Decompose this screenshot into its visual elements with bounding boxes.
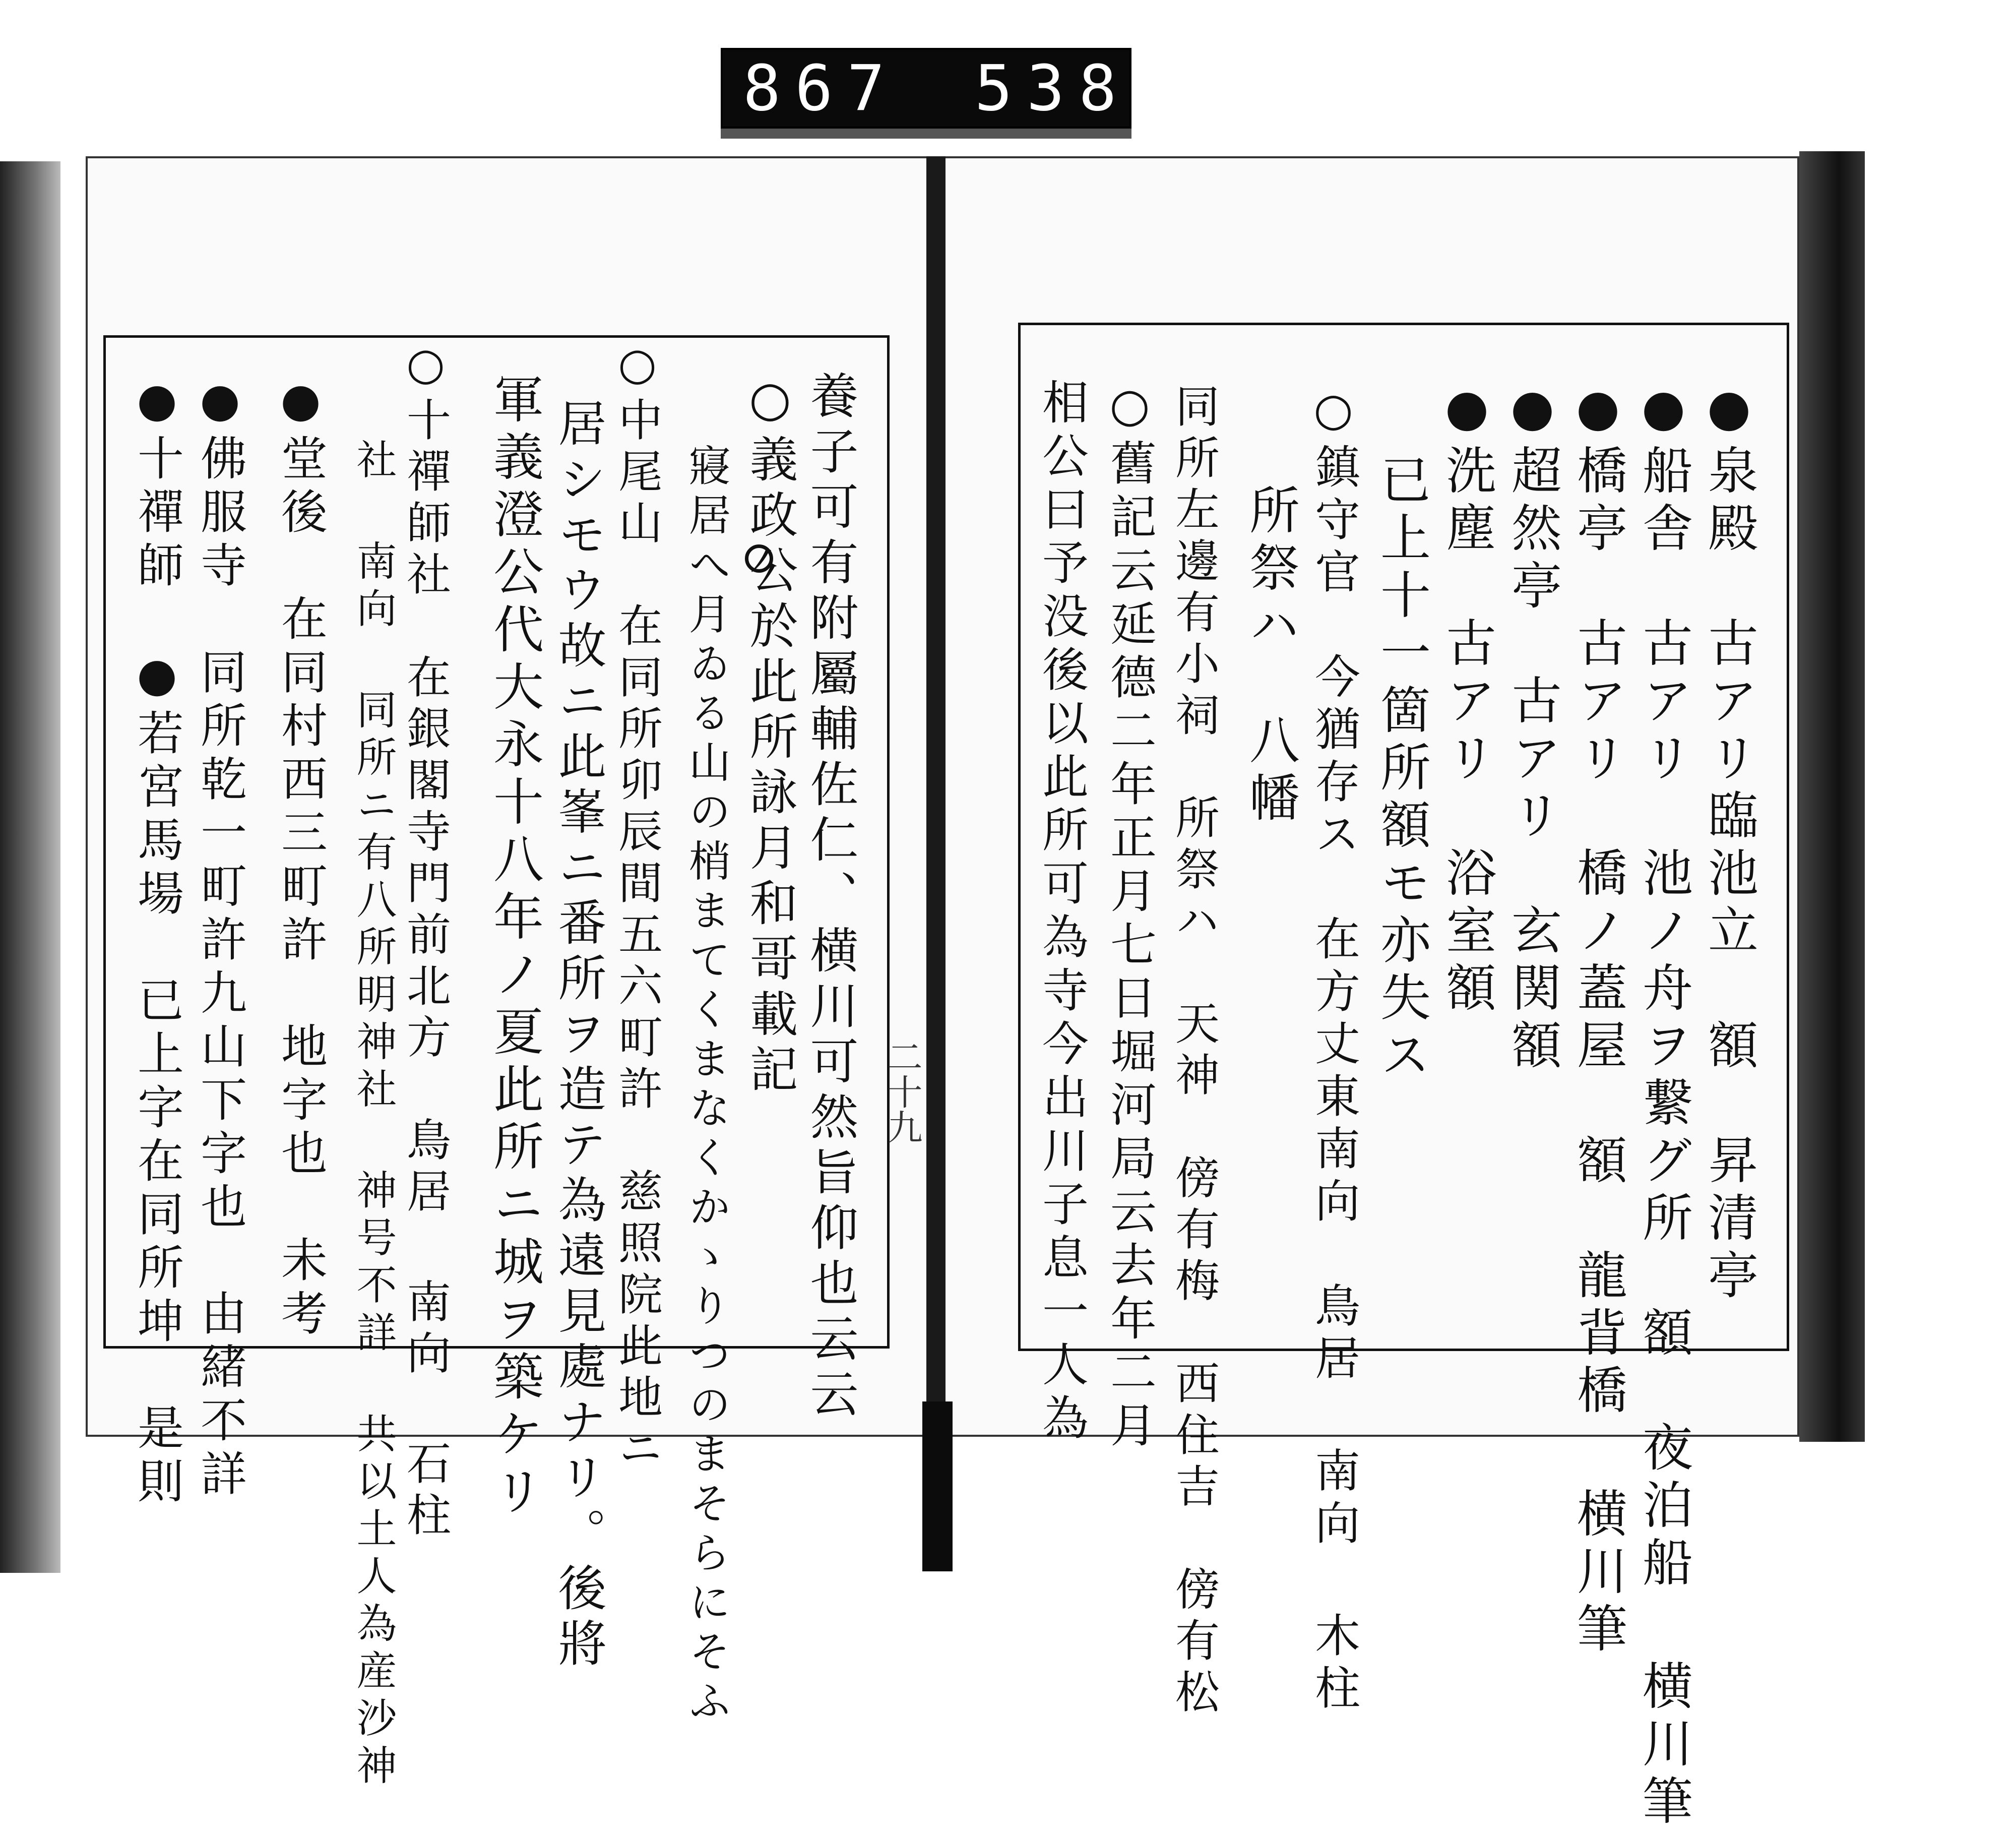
left-column-8: 社 南向 同所ニ有八所明神社 神号不詳 共以土人為産沙神 (350, 439, 397, 1792)
left-column-1: 養子可有附屬輔佐仁、横川可然旨仰也云云 (802, 371, 859, 1424)
right-column-11: 相公曰予没後以此所可為寺今出川子息一人為 (1035, 378, 1089, 1447)
right-column-9: 同所左邊有小祠 所祭ハ 天神 傍有梅 西住吉 傍有松 (1168, 383, 1220, 1720)
film-label-shadow (721, 129, 1131, 139)
left-column-6: 軍義澄公代大永十八年ノ夏此所ニ城ヲ築ケリ (485, 373, 544, 1522)
right-column-2: ●船舎 古アリ 池ノ舟ヲ繋グ所 額 夜泊船 横川筆 (1634, 378, 1693, 1832)
book-gutter-shadow (922, 1401, 953, 1571)
right-column-4: ●超然亭 古アリ 玄関額 (1503, 378, 1562, 1076)
left-column-4: ○中尾山 在同所卯辰間五六町許 慈照院此地ニ (611, 338, 663, 1477)
film-number-left: 867 (743, 51, 899, 125)
right-column-1: ●泉殿 古アリ臨池立 額 昇清亭 (1699, 378, 1758, 1306)
left-column-2: ○義政公於此所詠月和哥載記 (742, 371, 798, 1100)
book-gutter (926, 156, 946, 1571)
right-column-5: ●洗塵 古アリ 浴室額 (1437, 378, 1496, 1019)
right-column-10: ○舊記云延德二年正月七日堀河局云去年二月 (1103, 378, 1157, 1454)
left-binding-edge (0, 161, 60, 1573)
left-column-10: ●佛服寺 同所乾一町許九山下字也 由緒不詳 (193, 373, 247, 1503)
right-binding-edge (1799, 151, 1865, 1442)
left-column-5: 居シモウ故ニ此峯ニ番所ヲ造テ為遠見處ナリ。後將 (550, 398, 607, 1674)
right-column-7: ○鎮守官 今猶存ス 在方丈東南向 鳥居 南向 木柱 (1307, 383, 1360, 1717)
film-number-right: 538. (974, 51, 1183, 125)
left-column-9: ●堂後 在同村西三町許 地字也 未考 (274, 373, 328, 1342)
left-column-7: ○十禪師社 在銀閣寺門前北方 鳥居 南向 石柱 (400, 338, 452, 1543)
page-folio-number: 二十九 (881, 1039, 923, 1144)
left-column-3-poem: 寢居へ月ゐる山の梢まてくまなくかゝりつのまそらにそふ (682, 444, 731, 1728)
right-column-8: 所祭ハ 八幡 (1241, 484, 1300, 829)
circle-mark (745, 544, 773, 573)
right-column-3: ●橋亭 古アリ 橋ノ蓋屋 額 龍背橋 横川筆 (1568, 378, 1627, 1660)
left-column-11: ●十禪師 ●若宮馬場 已上字在同所坤 是則 (130, 373, 184, 1510)
right-column-6: 已上十一箇所額モ亦失ス (1372, 454, 1431, 1086)
film-frame-label (721, 48, 1183, 129)
